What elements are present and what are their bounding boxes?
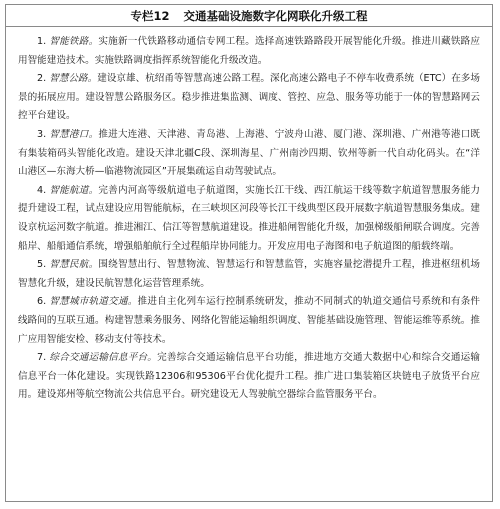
item-body: 围绕智慧出行、智慧物流、智慧运行和智慧监管，实施容量挖潜提升工程，推进枢纽机场智慧化升级，建设民航智慧化运营管理系统。 — [18, 259, 480, 289]
paragraph-6 — [18, 293, 480, 349]
item-body: 实施新一代铁路移动通信专网工程。选择高速铁路路段开展智能化升级。推进川藏铁路应用智能建造技术。实施铁路调度指挥系统智能化升级改造。 — [18, 36, 480, 66]
item-heading: 智慧公路。 — [49, 73, 98, 85]
item-body: 推进自主化列车运行控制系统研发，推动不同制式的轨道交通信号系统和有条件线路间的互联互通。构建智慧乘务服务、网络化智能运输组织调度、智能基础设施管理、智能运维等系统。推广应用智能安检、移动支付等技术。 — [18, 296, 481, 345]
paragraph-5 — [18, 256, 480, 293]
item-heading: 智慧港口。 — [49, 128, 99, 140]
item-number: 7. — [37, 352, 47, 364]
paragraph-1 — [18, 33, 480, 70]
paragraph-3 — [18, 126, 480, 182]
item-heading: 智能铁路。 — [49, 36, 99, 47]
column-box — [5, 4, 493, 502]
item-number: 5. — [37, 259, 47, 271]
column-content — [6, 27, 492, 405]
paragraph-4 — [18, 182, 480, 256]
column-title: 交通基础设施数字化网联化升级工程 — [183, 8, 368, 23]
item-body: 完善综合交通运输信息平台功能，推进地方交通大数据中心和综合交通运输信息平台一体化建设。实现铁路12306和95306平台优化提升工程。推广进口集装箱区块链电子放货平台应用。建设郑州等航空物流公共信息平台。研究建设无人驾驶航空器综合监管服务平台。 — [18, 352, 480, 401]
column-label: 专栏12 — [130, 8, 170, 23]
item-heading: 智慧民航。 — [49, 259, 99, 271]
item-body: 完善内河高等级航道电子航道图，实施长江干线、西江航运干线等数字航道智慧服务能力提升建设工程，试点建设应用智能航标，在三峡坝区河段等长江干线典型区段开展数字航道智慧服务集成。建设京杭运河数字航道。推进湘江、信江等智慧航道建设。推进船闸智能化升级，加强梯级船闸联合调度。完善船岸、船船通信系统，增强船舶航行全过程船岸协同能力。开发应用电子海图和电子航道图的船载终端。 — [18, 184, 480, 252]
item-number: 6. — [37, 296, 47, 308]
paragraph-7 — [18, 349, 480, 405]
item-heading: 综合交通运输信息平台。 — [49, 352, 158, 364]
paragraph-2 — [18, 70, 480, 126]
item-body: 推进大连港、天津港、青岛港、上海港、宁波舟山港、厦门港、深圳港、广州港等港口既有集装箱码头智能化改造。建设天津北疆C段、深圳海星、广州南沙四期、钦州等新一代自动化码头。在“洋山港区—东海大桥—临港物流园区”开展集疏运自动驾驶试点。 — [18, 128, 480, 178]
item-body: 建设京雄、杭绍甬等智慧高速公路工程。深化高速公路电子不停车收费系统（ETC）在多场景的拓展应用。建设智慧公路服务区。稳步推进集监测、调度、管控、应急、服务等功能于一体的智慧路网云控平台建设。 — [18, 73, 481, 122]
item-number: 1. — [37, 36, 47, 47]
item-number: 2. — [37, 73, 47, 85]
item-number: 4. — [37, 184, 47, 196]
item-number: 3. — [37, 128, 47, 140]
item-heading: 智能航道。 — [49, 184, 99, 196]
column-header — [6, 5, 492, 27]
item-heading: 智慧城市轨道交通。 — [49, 296, 138, 308]
